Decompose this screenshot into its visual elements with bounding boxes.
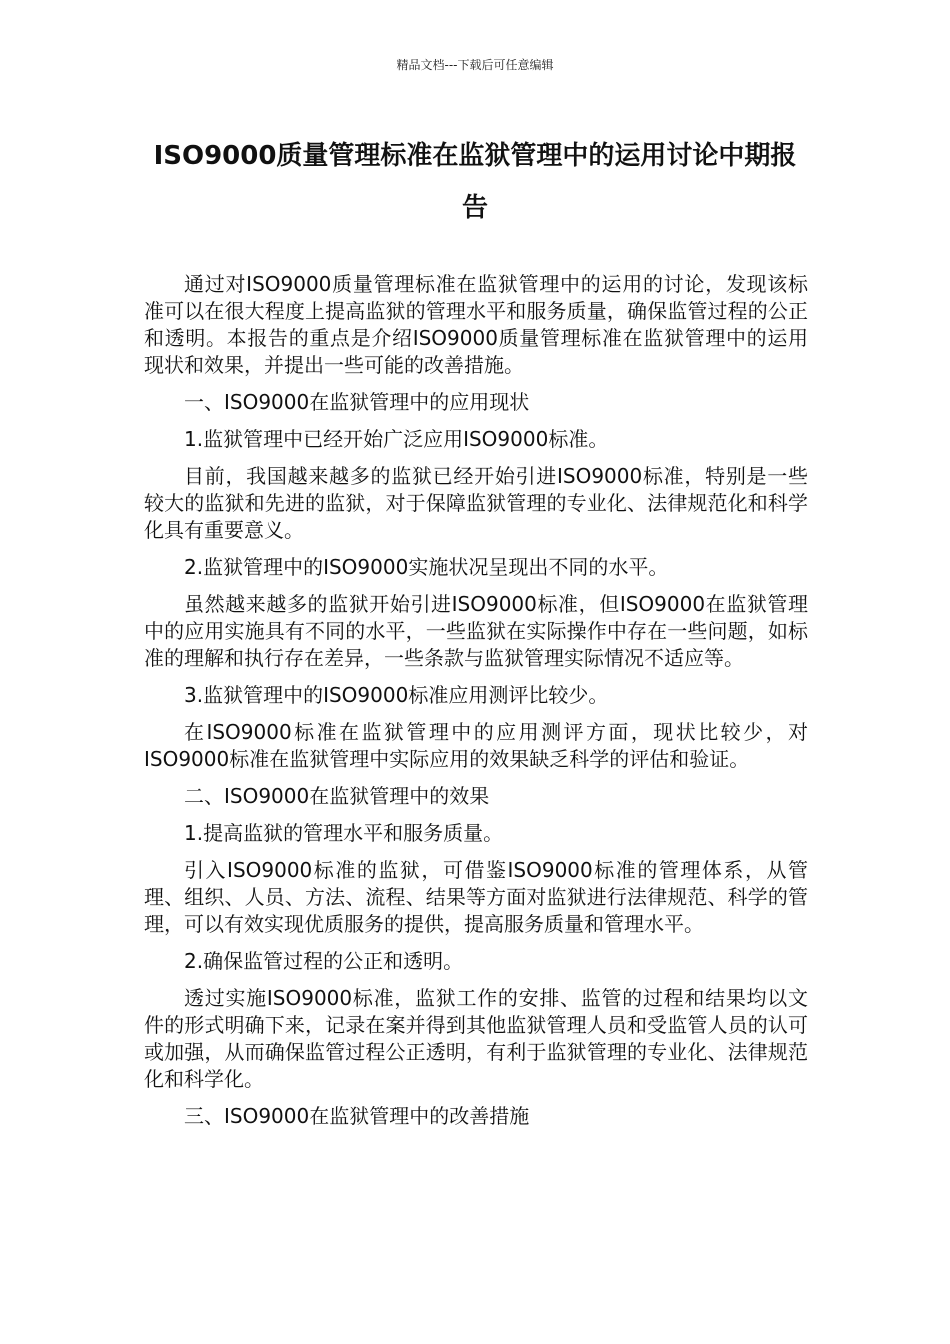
subsection-heading-1-1: 1.监狱管理中已经开始广泛应用ISO9000标准。 [184,427,609,451]
subsection-heading-2-1: 1.提高监狱的管理水平和服务质量。 [184,821,504,845]
document-title: ISO9000质量管理标准在监狱管理中的运用讨论中期报告 [153,141,797,223]
document-body [144,271,808,1140]
section-heading-1: 一、ISO9000在监狱管理中的应用现状 [184,390,530,414]
body-paragraph: 在ISO9000标准在监狱管理中的应用测评方面，现状比较少，对ISO9000标准在监狱管理中实际应用的效果缺乏科学的评估和验证。 [144,720,808,771]
section-heading-2: 二、ISO9000在监狱管理中的效果 [184,784,490,808]
intro-paragraph: 通过对ISO9000质量管理标准在监狱管理中的运用的讨论，发现该标准可以在很大程度上提高监狱的管理水平和服务质量，确保监管过程的公正和透明。本报告的重点是介绍ISO9000质量管理标准在监狱管理中的运用现状和效果，并提出一些可能的改善措施。 [144,272,808,377]
body-paragraph: 透过实施ISO9000标准，监狱工作的安排、监管的过程和结果均以文件的形式明确下来，记录在案并得到其他监狱管理人员和受监管人员的认可或加强，从而确保监管过程公正透明，有利于监狱管理的专业化、法律规范化和科学化。 [144,986,808,1091]
subsection-heading-2-2: 2.确保监管过程的公正和透明。 [184,949,464,973]
body-paragraph: 引入ISO9000标准的监狱，可借鉴ISO9000标准的管理体系，从管理、组织、人员、方法、流程、结果等方面对监狱进行法律规范、科学的管理，可以有效实现优质服务的提供，提高服务质量和管理水平。 [144,858,808,936]
subsection-heading-1-2: 2.监狱管理中的ISO9000实施状况呈现出不同的水平。 [184,555,669,579]
body-paragraph: 虽然越来越多的监狱开始引进ISO9000标准，但ISO9000在监狱管理中的应用实施具有不同的水平，一些监狱在实际操作中存在一些问题，如标准的理解和执行存在差异，一些条款与监狱管理实际情况不适应等。 [144,592,808,670]
header-note: 精品文档---下载后可任意编辑 [396,58,554,72]
body-paragraph: 目前，我国越来越多的监狱已经开始引进ISO9000标准，特别是一些较大的监狱和先进的监狱，对于保障监狱管理的专业化、法律规范化和科学化具有重要意义。 [144,464,808,542]
section-heading-3: 三、ISO9000在监狱管理中的改善措施 [184,1104,530,1128]
subsection-heading-1-3: 3.监狱管理中的ISO9000标准应用测评比较少。 [184,683,609,707]
